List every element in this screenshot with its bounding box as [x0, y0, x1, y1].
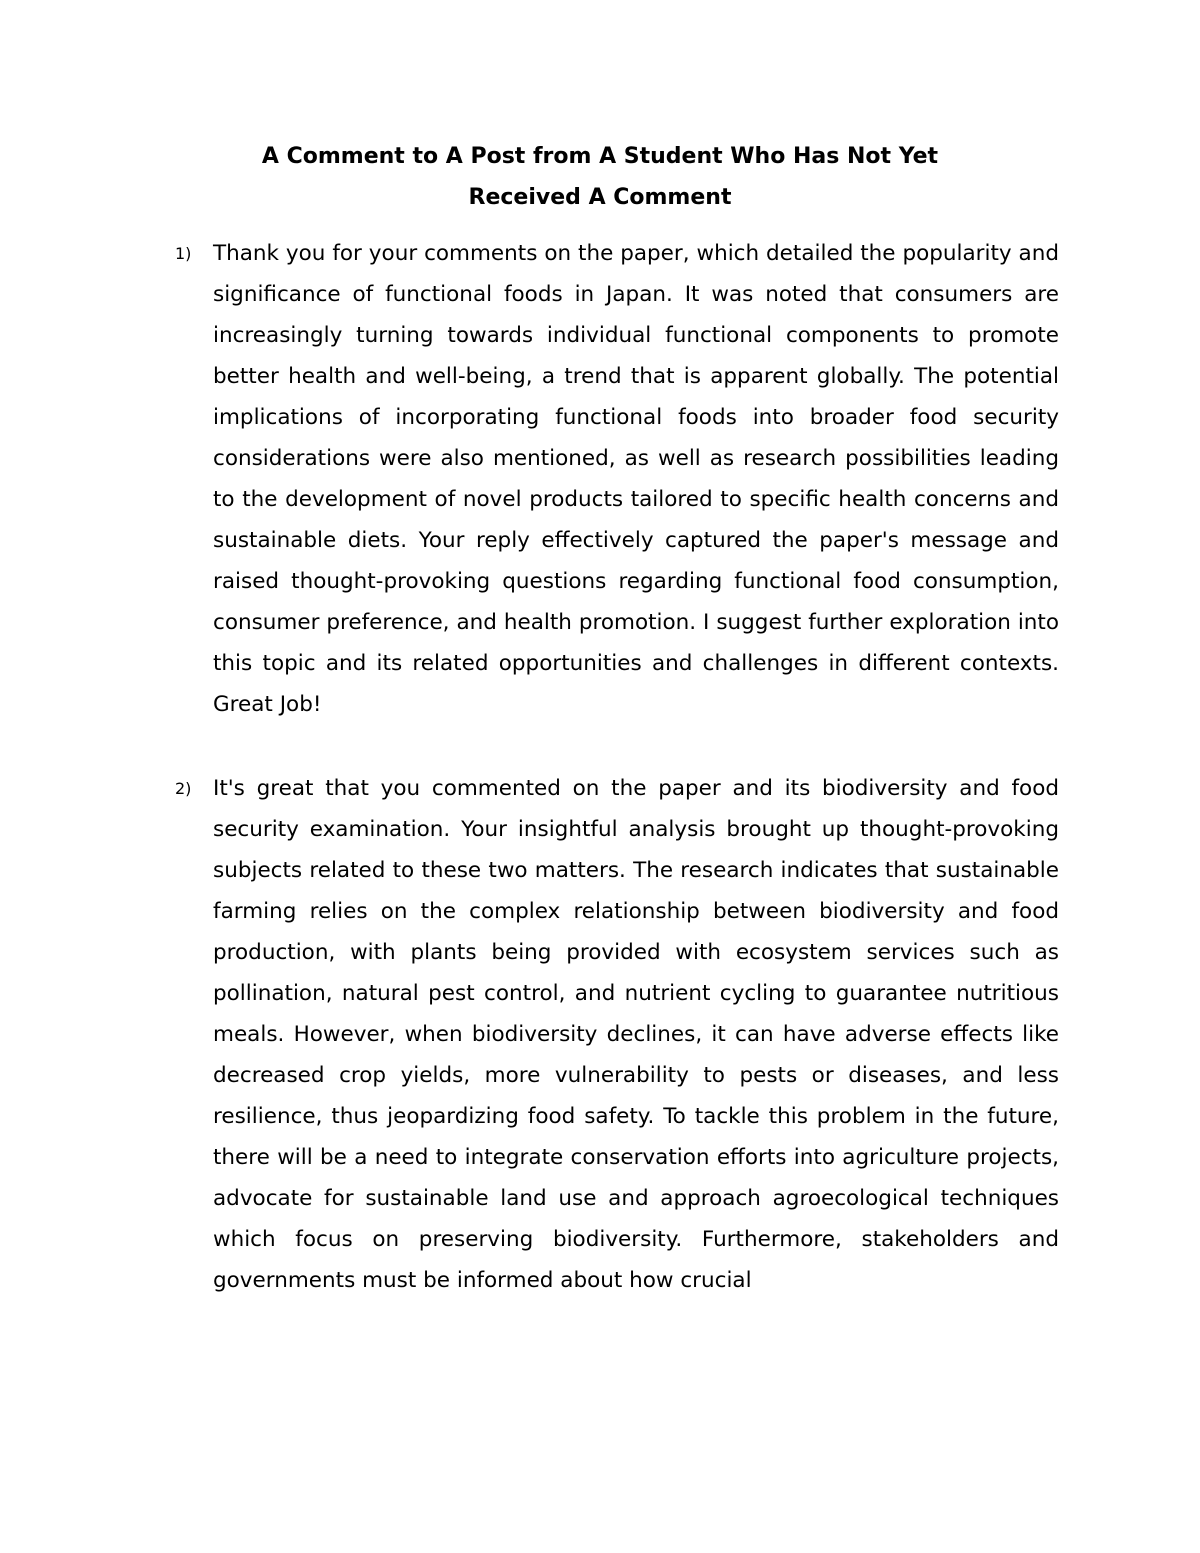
list-item-number: 1) [175, 244, 192, 263]
document-title-line-2: Received A Comment [468, 185, 732, 210]
list-item-text: Thank you for your comments on the paper, which detailed the popularity and significance of functional foods in Japan. It was noted that consumers are increasingly turning towards individual functional components to promote better health and well-being, a trend that is apparent globally. The potential implications of incorporating functional foods into broader food security considerations were also mentioned, as well as research possibilities leading to the development of novel products tailored to specific health concerns and sustainable diets. Your reply effectively captured the paper's message and raised thought-provoking questions regarding functional food consumption, consumer preference, and health promotion. I suggest further exploration into this topic and its related opportunities and challenges in different contexts. Great Job! [213, 241, 1059, 717]
list-item-number: 2) [175, 779, 192, 798]
list-item-text: It's great that you commented on the paper and its biodiversity and food security examination. Your insightful analysis brought up thought-provoking subjects related to these two matters. The research indicates that sustainable farming relies on the complex relationship between biodiversity and food production, with plants being provided with ecosystem services such as pollination, natural pest control, and nutrient cycling to guarantee nutritious meals. However, when biodiversity declines, it can have adverse effects like decreased crop yields, more vulnerability to pests or diseases, and less resilience, thus jeopardizing food safety. To tackle this problem in the future, there will be a need to integrate conservation efforts into agriculture projects, advocate for sustainable land use and approach agroecological techniques which focus on preserving biodiversity. Furthermore, stakeholders and governments must be informed about how crucial [213, 776, 1059, 1293]
document-title-line-1: A Comment to A Post from A Student Who Has Not Yet [261, 144, 939, 169]
